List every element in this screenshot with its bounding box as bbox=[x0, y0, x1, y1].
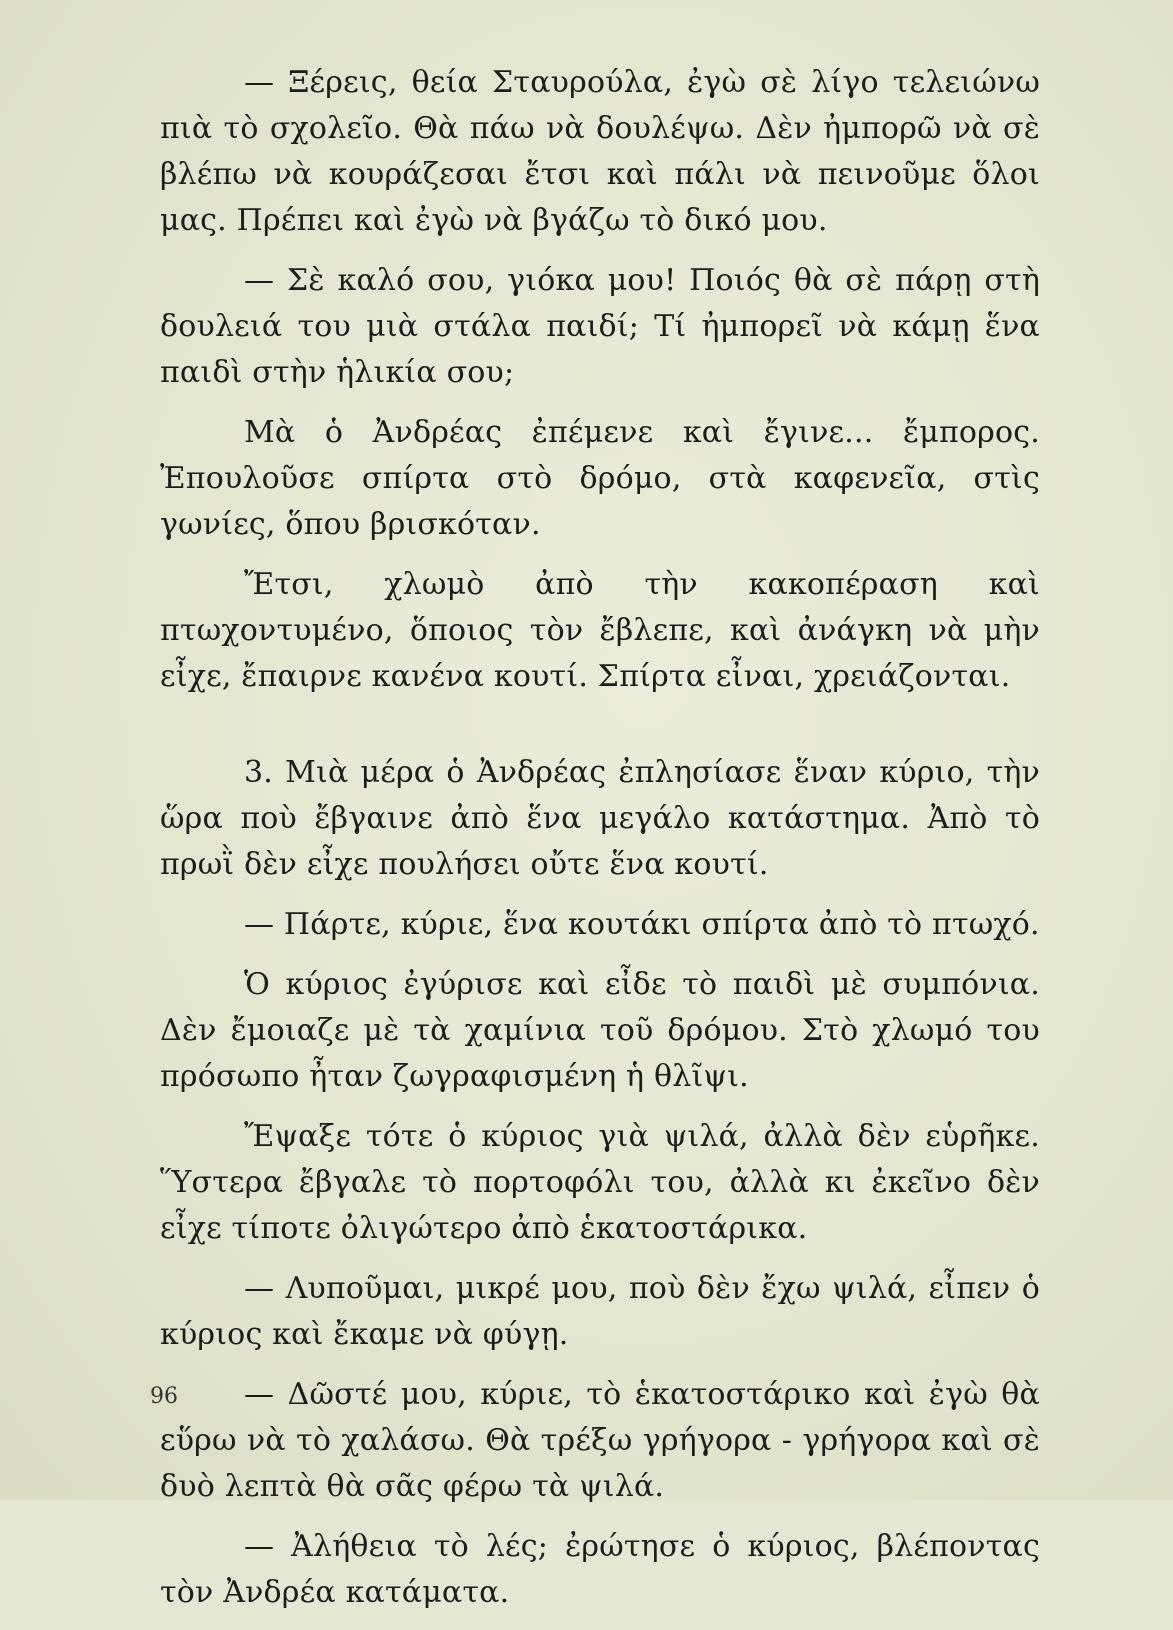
paragraph: — Σὲ καλό σου, γιόκα μου! Ποιός θὰ σὲ πάρῃ στὴ δουλειά του μιὰ στάλα παιδί; Τί ἠμπορεῖ νὰ κάμῃ ἕνα παιδὶ στὴν ἡλικία σου; bbox=[160, 263, 1040, 390]
page-number: 96 bbox=[150, 1384, 178, 1409]
paragraph: Ἔτσι, χλωμὸ ἀπὸ τὴν κακοπέραση καὶ πτωχοντυμένο, ὅποιος τὸν ἔβλεπε, καὶ ἀνάγκη νὰ μὴν εἶχε, ἔπαιρνε κανένα κουτί. Σπίρτα εἶναι, χρειάζονται. bbox=[160, 567, 1040, 694]
text-block bbox=[160, 60, 1040, 1630]
paragraph: Μὰ ὁ Ἀνδρέας ἐπέμενε καὶ ἔγινε... ἔμπορος. Ἐπουλοῦσε σπίρτα στὸ δρόμο, στὰ καφενεῖα, στὶς γωνίες, ὅπου βρισκόταν. bbox=[160, 415, 1040, 542]
paragraph: — Δῶστέ μου, κύριε, τὸ ἑκατοστάρικο καὶ ἐγὼ θὰ εὕρω νὰ τὸ χαλάσω. Θὰ τρέξω γρήγορα - γρήγορα καὶ σὲ δυὸ λεπτὰ θὰ σᾶς φέρω τὰ ψιλά. bbox=[160, 1377, 1040, 1504]
paragraph-section-3: 3. Μιὰ μέρα ὁ Ἀνδρέας ἐπλησίασε ἕναν κύριο, τὴν ὥρα ποὺ ἔβγαινε ἀπὸ ἕνα μεγάλο κατάστημα. Ἀπὸ τὸ πρωῒ δὲν εἶχε πουλήσει οὔτε ἕνα κουτί. bbox=[160, 755, 1040, 882]
paragraph: Ὁ κύριος ἐγύρισε καὶ εἶδε τὸ παιδὶ μὲ συμπόνια. Δὲν ἔμοιαζε μὲ τὰ χαμίνια τοῦ δρόμου. Στὸ χλωμό του πρόσωπο ἦταν ζωγραφισμένη ἡ θλῖψι. bbox=[160, 967, 1040, 1094]
paragraph: — Ξέρεις, θεία Σταυρούλα, ἐγὼ σὲ λίγο τελειώνω πιὰ τὸ σχολεῖο. Θὰ πάω νὰ δουλέψω. Δὲν ἠμπορῶ νὰ σὲ βλέπω νὰ κουράζεσαι ἔτσι καὶ πάλι νὰ πεινοῦμε ὅλοι μας. Πρέπει καὶ ἐγὼ νὰ βγάζω τὸ δικό μου. bbox=[160, 65, 1040, 238]
paragraph: — Ἀλήθεια τὸ λές; ἐρώτησε ὁ κύριος, βλέποντας τὸν Ἀνδρέα κατάματα. bbox=[160, 1529, 1040, 1610]
paragraph: — Λυποῦμαι, μικρέ μου, ποὺ δὲν ἔχω ψιλά, εἶπεν ὁ κύριος καὶ ἔκαμε νὰ φύγῃ. bbox=[160, 1271, 1040, 1352]
paragraph: — Πάρτε, κύριε, ἕνα κουτάκι σπίρτα ἀπὸ τὸ πτωχό. bbox=[244, 907, 1040, 942]
paragraph: Ἔψαξε τότε ὁ κύριος γιὰ ψιλά, ἀλλὰ δὲν εὑρῆκε. Ὕστερα ἔβγαλε τὸ πορτοφόλι του, ἀλλὰ κι ἐκεῖνο δὲν εἶχε τίποτε ὀλιγώτερο ἀπὸ ἑκατοστάρικα. bbox=[160, 1119, 1040, 1246]
